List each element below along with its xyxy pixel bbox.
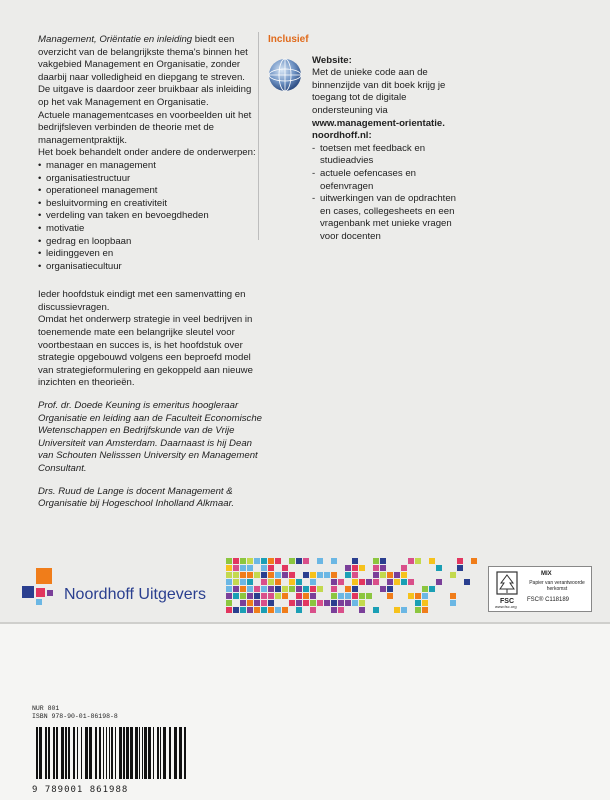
mosaic-tile [261, 607, 267, 613]
mosaic-tile [240, 558, 246, 564]
mosaic-tile [317, 600, 323, 606]
topic-item: • manager en management [38, 160, 264, 173]
website-url[interactable]: www.management-orientatie. noordhoff.nl: [312, 117, 445, 142]
strategy-paragraph: Omdat het onderwerp strategie in veel bedrijven in toenemende mate een belangrijke sleutel voor voortbestaan en succes is, is het hoofdstuk over strategie opgebouwd volgens een beproefd model van strategieformulering en gekoppeld aan nieuwe inzichten en theorieën. [38, 314, 253, 389]
mosaic-tile [415, 593, 421, 599]
mosaic-tile [296, 579, 302, 585]
website-features [312, 143, 468, 244]
mosaic-tile [254, 572, 260, 578]
mosaic-tile [401, 579, 407, 585]
mosaic-tile [436, 579, 442, 585]
mosaic-tile [331, 607, 337, 613]
fsc-website: www.fsc.org [495, 604, 517, 609]
topic-item: • operationeel management [38, 185, 264, 198]
mosaic-tile [296, 558, 302, 564]
mosaic-tile [240, 586, 246, 592]
barcode-bar [135, 727, 138, 779]
mosaic-tile [296, 586, 302, 592]
mosaic-tile [429, 586, 435, 592]
author-bio-de-lange: Drs. Ruud de Lange is docent Management & Organisatie bij Hogeschool Inholland Alkmaar. [38, 485, 235, 510]
mosaic-tile [401, 565, 407, 571]
mosaic-tile [359, 600, 365, 606]
feature-item: - uitwerkingen van de opdrachten en cases, collegesheets en een vragenbank met unieke vragen voor docenten [312, 193, 468, 243]
mosaic-tile [359, 579, 365, 585]
mosaic-tile [324, 572, 330, 578]
mosaic-tile [331, 572, 337, 578]
mosaic-tile [282, 572, 288, 578]
mosaic-tile [352, 558, 358, 564]
mosaic-tile [331, 579, 337, 585]
mosaic-tile [226, 593, 232, 599]
mosaic-tile [338, 593, 344, 599]
mosaic-tile [275, 607, 281, 613]
mosaic-tile [275, 572, 281, 578]
mosaic-tile [268, 600, 274, 606]
mosaic-tile [457, 558, 463, 564]
mosaic-tile [233, 572, 239, 578]
barcode-bar [36, 727, 38, 779]
barcode-bar [61, 727, 64, 779]
mosaic-tile [303, 600, 309, 606]
mosaic-tile [345, 565, 351, 571]
mosaic-tile [338, 600, 344, 606]
mosaic-tile [289, 572, 295, 578]
mosaic-tile [296, 607, 302, 613]
mosaic-tile [401, 572, 407, 578]
barcode-bar [39, 727, 42, 779]
mosaic-tile [289, 558, 295, 564]
topic-item: • besluitvorming en creativiteit [38, 198, 264, 211]
mosaic-tile [394, 572, 400, 578]
barcode-bar [99, 727, 101, 779]
intro-p1-text: biedt een overzicht van de belangrijkste thema's binnen het vakgebied Management en Organisatie, zonder daarbij naar volledigheid en diepgang te streven. [38, 34, 248, 83]
mosaic-tile [240, 572, 246, 578]
mosaic-tile [331, 593, 337, 599]
fsc-subtitle: Papier van verantwoorde herkomst [529, 580, 585, 592]
mosaic-tile [408, 558, 414, 564]
intro-paragraph-3: Actuele managementcases en voorbeelden uit het bedrijfsleven verbinden de theorie met de managementpraktijk. [38, 109, 252, 146]
mosaic-tile [233, 565, 239, 571]
mosaic-tile [233, 579, 239, 585]
mosaic-tile [261, 600, 267, 606]
mosaic-tile [422, 600, 428, 606]
mosaic-tile [331, 600, 337, 606]
mosaic-tile [226, 558, 232, 564]
globe-icon [268, 58, 302, 92]
mosaic-tile [373, 558, 379, 564]
barcode-bar [179, 727, 182, 779]
mosaic-tile [345, 600, 351, 606]
mosaic-tile [268, 579, 274, 585]
mosaic-tile [450, 600, 456, 606]
mosaic-tile [303, 558, 309, 564]
mosaic-tile [289, 579, 295, 585]
mosaic-tile [373, 607, 379, 613]
barcode-bar [115, 727, 116, 779]
topics-intro: Het boek behandelt onder andere de onderwerpen: [38, 147, 256, 159]
mosaic-tile [240, 579, 246, 585]
topic-item: • organisatiecultuur [38, 261, 264, 274]
fsc-letters: FSC [500, 598, 514, 605]
fsc-label [488, 566, 592, 612]
mosaic-tile [338, 579, 344, 585]
mosaic-tile [226, 600, 232, 606]
mosaic-tile [394, 607, 400, 613]
website-description [312, 67, 468, 117]
barcode-bar [142, 727, 143, 779]
barcode-bar [85, 727, 88, 779]
barcode-bar [106, 727, 107, 779]
barcode-bar [109, 727, 110, 779]
mosaic-tile [450, 593, 456, 599]
mosaic-tile [387, 593, 393, 599]
mosaic-tile [282, 586, 288, 592]
feature-item: - toetsen met feedback en studieadvies [312, 143, 468, 168]
mosaic-tile [387, 572, 393, 578]
mosaic-tile [247, 565, 253, 571]
mosaic-tile [226, 572, 232, 578]
mosaic-tile [268, 565, 274, 571]
topic-item: • verdeling van taken en bevoegdheden [38, 210, 264, 223]
mosaic-tile [366, 579, 372, 585]
topic-item: • leidinggeven en [38, 248, 264, 261]
mosaic-tile [233, 593, 239, 599]
mosaic-tile [247, 558, 253, 564]
barcode-bar [89, 727, 92, 779]
mosaic-tile [247, 579, 253, 585]
mosaic-tile [422, 586, 428, 592]
mosaic-tile [373, 565, 379, 571]
mosaic-tile [310, 600, 316, 606]
mosaic-tile [289, 586, 295, 592]
intro-paragraph-2: De uitgave is daardoor zeer bruikbaar als inleiding op het vak Management en Organisatie. [38, 84, 252, 108]
mosaic-tile [380, 572, 386, 578]
mosaic-tile [240, 593, 246, 599]
mosaic-tile [366, 593, 372, 599]
inclusief-column [268, 34, 468, 244]
mosaic-tile [226, 607, 232, 613]
mosaic-tile [387, 579, 393, 585]
mosaic-tile [331, 586, 337, 592]
mosaic-tile [401, 607, 407, 613]
barcode-bar [160, 727, 161, 779]
barcode-bar [53, 727, 55, 779]
mosaic-tile [233, 607, 239, 613]
mosaic-tile [345, 572, 351, 578]
barcode-bar [48, 727, 50, 779]
fsc-code: FSC® C118189 [527, 597, 569, 603]
chapter-summary-note: Ieder hoofdstuk eindigt met een samenvatting en discussievragen. [38, 289, 246, 313]
mosaic-tile [317, 558, 323, 564]
mosaic-tile [240, 565, 246, 571]
mosaic-tile [345, 593, 351, 599]
mosaic-tile [261, 565, 267, 571]
mosaic-tile [380, 558, 386, 564]
mosaic-tile [254, 607, 260, 613]
mosaic-tile [261, 579, 267, 585]
mosaic-tile [268, 593, 274, 599]
mosaic-tile [380, 565, 386, 571]
barcode-bar [77, 727, 78, 779]
author-bio-keuning: Prof. dr. Doede Keuning is emeritus hoogleraar Organisatie en leiding aan de Faculteit Economische Wetenschappen en Bedrijfskunde van de Vrije Universiteit van Amsterdam. Daarnaast is hij Dean van Schouten Nelisssen University en Management Consultant. [38, 400, 262, 474]
barcode-bar [56, 727, 58, 779]
mosaic-tile [310, 607, 316, 613]
publisher-name: Noordhoff Uitgevers [64, 586, 206, 603]
mosaic-tile [352, 593, 358, 599]
inclusief-heading: Inclusief [268, 34, 309, 45]
mosaic-tile [429, 558, 435, 564]
mosaic-tile [240, 607, 246, 613]
mosaic-tile [422, 593, 428, 599]
mosaic-tile [422, 607, 428, 613]
mosaic-tile [436, 565, 442, 571]
mosaic-tile [254, 600, 260, 606]
barcode-bar [153, 727, 154, 779]
mosaic-tile [394, 579, 400, 585]
mosaic-tile [282, 607, 288, 613]
mosaic-tile [317, 586, 323, 592]
barcode-bar [45, 727, 47, 779]
mosaic-tile [408, 593, 414, 599]
barcode-bar [65, 727, 67, 779]
barcode-digits: 9 789001 861988 [32, 785, 129, 795]
mosaic-tile [268, 607, 274, 613]
topic-item: • motivatie [38, 223, 264, 236]
barcode-bar [73, 727, 75, 779]
barcode-bar [169, 727, 171, 779]
mosaic-tile [240, 600, 246, 606]
mosaic-tile [415, 600, 421, 606]
barcode-bar [148, 727, 151, 779]
mosaic-tile [387, 586, 393, 592]
mosaic-tile [310, 579, 316, 585]
barcode-bar [68, 727, 70, 779]
barcode-bar [119, 727, 122, 779]
mosaic-tile [254, 586, 260, 592]
barcode-bar [123, 727, 125, 779]
intro-paragraph-1 [38, 34, 264, 84]
mosaic-tile [352, 572, 358, 578]
mosaic-tile [268, 558, 274, 564]
mosaic-tile [289, 600, 295, 606]
mosaic-tile [450, 572, 456, 578]
mosaic-tile [457, 565, 463, 571]
barcode [32, 727, 192, 779]
mosaic-tile [415, 607, 421, 613]
mosaic-tile [352, 600, 358, 606]
mosaic-tile [247, 586, 253, 592]
mosaic-tile [352, 579, 358, 585]
mosaic-tile [373, 579, 379, 585]
mosaic-tile [233, 586, 239, 592]
mosaic-tile [261, 586, 267, 592]
mosaic-tile [275, 558, 281, 564]
barcode-bar [174, 727, 177, 779]
mosaic-tile [408, 579, 414, 585]
mosaic-tile [359, 607, 365, 613]
mosaic-tile [254, 593, 260, 599]
mosaic-tile [359, 565, 365, 571]
mosaic-tile [415, 558, 421, 564]
mosaic-tile [296, 593, 302, 599]
mosaic-tile [338, 607, 344, 613]
mosaic-tile [303, 572, 309, 578]
column-divider [258, 32, 259, 240]
mosaic-tile [464, 579, 470, 585]
mosaic-tile [310, 586, 316, 592]
cover-edge [0, 622, 610, 624]
mosaic-tile [268, 586, 274, 592]
website-text: Met de unieke code aan de binnenzijde van dit boek krijg je toegang tot de digitale ondersteuning via [312, 67, 446, 116]
mosaic-tile [345, 586, 351, 592]
barcode-bar [157, 727, 159, 779]
mosaic-tile [310, 572, 316, 578]
barcode-bar [126, 727, 129, 779]
mosaic-tile [303, 586, 309, 592]
website-label: Website: [312, 54, 352, 66]
color-mosaic [226, 558, 478, 618]
fsc-mix: MIX [541, 571, 552, 577]
mosaic-tile [275, 586, 281, 592]
mosaic-tile [261, 558, 267, 564]
website-block [312, 55, 468, 68]
mosaic-tile [352, 565, 358, 571]
mosaic-tile [303, 593, 309, 599]
mosaic-tile [296, 600, 302, 606]
barcode-bar [139, 727, 140, 779]
fsc-tree-icon [495, 571, 519, 607]
barcode-bar [81, 727, 82, 779]
mosaic-tile [373, 572, 379, 578]
mosaic-tile [324, 600, 330, 606]
barcode-bar [95, 727, 97, 779]
barcode-bar [130, 727, 133, 779]
mosaic-tile [331, 558, 337, 564]
book-title-italic: Management, Oriëntatie en inleiding [38, 34, 193, 45]
mosaic-tile [247, 600, 253, 606]
mosaic-tile [226, 565, 232, 571]
mosaic-tile [226, 579, 232, 585]
mosaic-tile [261, 593, 267, 599]
mosaic-tile [359, 593, 365, 599]
feature-item: - actuele oefencases en oefenvragen [312, 168, 468, 193]
description-column [38, 34, 264, 521]
barcode-bar [144, 727, 147, 779]
topic-item: • gedrag en loopbaan [38, 236, 264, 249]
mosaic-tile [247, 572, 253, 578]
topic-item: • organisatiestructuur [38, 173, 264, 186]
mosaic-tile [226, 586, 232, 592]
mosaic-tile [310, 593, 316, 599]
mosaic-tile [380, 586, 386, 592]
mosaic-tile [317, 572, 323, 578]
barcode-bar [184, 727, 186, 779]
mosaic-tile [352, 586, 358, 592]
mosaic-tile [282, 565, 288, 571]
topics-list [38, 160, 264, 273]
mosaic-tile [268, 572, 274, 578]
barcode-bar [163, 727, 166, 779]
mosaic-tile [275, 593, 281, 599]
mosaic-tile [471, 558, 477, 564]
mosaic-tile [275, 579, 281, 585]
barcode-bar [111, 727, 113, 779]
barcode-bar [103, 727, 104, 779]
barcode-area [32, 705, 208, 795]
mosaic-tile [261, 572, 267, 578]
mosaic-tile [247, 607, 253, 613]
mosaic-tile [254, 558, 260, 564]
mosaic-tile [282, 593, 288, 599]
mosaic-tile [233, 558, 239, 564]
nur-code: NUR 801 [32, 705, 60, 712]
isbn-code: ISBN 978-90-01-86198-8 [32, 713, 118, 720]
mosaic-tile [247, 593, 253, 599]
